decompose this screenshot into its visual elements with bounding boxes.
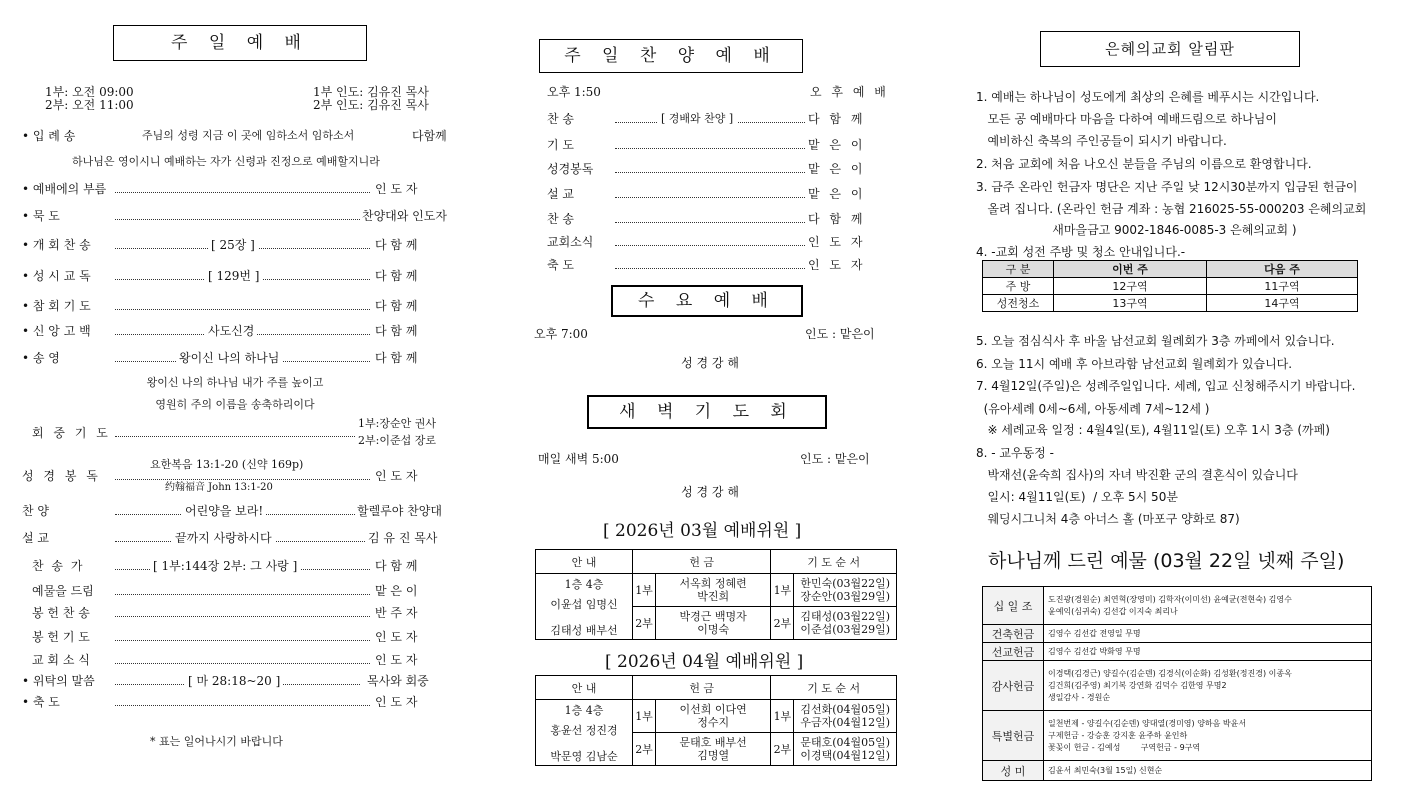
dawn-leader: 인도 : 맡은이 [800, 452, 870, 466]
dot-leader [115, 640, 370, 641]
offering-row [983, 625, 1372, 643]
order-label: 찬 송 가 [32, 559, 85, 573]
scripture-ref-en: 约翰福音 John 13:1-20 [165, 482, 273, 493]
part-cell: 2부 [771, 607, 794, 640]
order-label: 성 경 봉 독 [22, 469, 101, 483]
table-cell: 12구역 [1054, 278, 1207, 295]
name-line: 김선화(04월05일) [800, 703, 891, 716]
order-right: 인 도 자 [808, 258, 866, 272]
notice-line: 웨딩시그니처 4층 아너스 홀 (마포구 양화로 87) [976, 512, 1240, 526]
notice-line: 2. 처음 교회에 처음 나오신 분들을 주님의 이름으로 환영합니다. [976, 157, 1312, 171]
notice-line: 예비하신 축복의 주인공들이 되시기 바랍니다. [976, 134, 1227, 148]
name-line: 이준섭(03월29일) [800, 623, 891, 636]
table-header: 기 도 순 서 [771, 550, 897, 574]
notice-line: 5. 오늘 점심식사 후 바울 남선교회 월례회가 3층 까페에서 있습니다. [976, 334, 1335, 348]
guide-line: 이윤섭 임명신 [550, 597, 618, 611]
name-line: 문태호 배부선 [679, 736, 747, 749]
afternoon-time: 오후 1:50 [547, 85, 601, 99]
march-committee-title: [ 2026년 03월 예배위원 ] [603, 521, 802, 541]
dot-leader [615, 268, 805, 269]
wednesday-text: 성 경 강 해 [681, 356, 739, 370]
notice-line: 8. - 교우동정 - [976, 446, 1054, 460]
dot-leader [615, 245, 805, 246]
offering-label: 성 미 [983, 761, 1044, 781]
offering-names [1044, 587, 1372, 625]
notice-line: 일시: 4월11일(토) / 오후 5시 50분 [976, 490, 1178, 504]
order-label: 성경봉독 [547, 162, 594, 176]
dot-leader [615, 148, 805, 149]
sunday-service-column [0, 0, 470, 803]
dot-leader [115, 594, 370, 595]
order-mid: 어린양을 보라! [182, 502, 266, 519]
wednesday-time: 오후 7:00 [534, 327, 588, 341]
table-header: 기 도 순 서 [771, 676, 897, 700]
offering-row [983, 761, 1372, 781]
offering-name-line: 꽃꽂이 헌금 - 김예성 구역헌금 - 9구역 [1048, 742, 1201, 752]
prayer-leader-1: 1부:장순안 권사 [358, 417, 436, 430]
order-right: 다 함 께 [375, 269, 418, 283]
notice-line: 7. 4월12일(주일)은 성례주일입니다. 세례, 입교 신청해주시기 바랍니다. [976, 379, 1356, 393]
guide-line: 1층 4층 [564, 577, 604, 591]
service-leader-1: 1부 인도: 김유진 목사 [313, 85, 429, 99]
guide-cell [536, 700, 633, 766]
name-line: 이명숙 [697, 623, 730, 636]
notice-board-title: 은혜의교회 알림판 [1040, 31, 1300, 67]
order-label: 봉 헌 찬 송 [32, 606, 90, 620]
name-line: 김명열 [697, 749, 730, 762]
order-right: 인 도 자 [375, 182, 418, 196]
dawn-prayer-title: 새 벽 기 도 회 [587, 395, 827, 429]
order-right: 다 함 께 [375, 299, 418, 313]
offering-name-line: 윤예익(심귀숙) 김선갑 이지숙 최리나 [1048, 606, 1178, 616]
offering-names [1044, 625, 1372, 643]
order-label: 봉 헌 기 도 [32, 630, 90, 644]
offering-row [983, 587, 1372, 625]
order-right: 찬양대와 인도자 [362, 209, 447, 223]
name-line: 이선희 이다연 [679, 703, 747, 716]
order-label: • 신 앙 고 백 [22, 324, 91, 338]
march-committee-table [535, 549, 897, 640]
offering-label: 십 일 조 [983, 587, 1044, 625]
name-line: 이경택(04월12일) [800, 749, 891, 762]
name-line: 박진희 [697, 590, 730, 603]
guide-line: 1층 4층 [564, 703, 604, 717]
table-header: 다음 주 [1207, 261, 1358, 278]
order-label: • 참 회 기 도 [22, 299, 91, 313]
afternoon-service-title: 주 일 찬 양 예 배 [539, 39, 803, 73]
offering-label: 건축헌금 [983, 625, 1044, 643]
order-label: • 성 시 교 독 [22, 269, 91, 283]
dot-leader [615, 172, 805, 173]
order-label: 교회소식 [547, 235, 594, 249]
order-right: 맡 은 이 [808, 187, 866, 201]
order-right: 인 도 자 [808, 235, 866, 249]
notice-line: (유아세례 0세~6세, 아동세례 7세~12세 ) [976, 402, 1210, 416]
order-right: 다 함 께 [375, 238, 418, 252]
order-label: 설 교 [22, 531, 49, 545]
notice-line: 새마을금고 9002-1846-0085-3 은혜의교회 ) [976, 223, 1297, 237]
offering-name-line: 김영수 김선갑 전영일 무명 [1048, 628, 1141, 638]
notice-line: 1. 예배는 하나님이 성도에게 최상의 은혜를 베푸시는 시간입니다. [976, 90, 1320, 104]
offering-name-line: 생일감사 - 경원순 [1048, 692, 1111, 702]
april-committee-title: [ 2026년 04월 예배위원 ] [605, 652, 804, 672]
afternoon-service-column [520, 0, 910, 803]
name-line: 김태성(03월22일) [800, 610, 891, 623]
name-line: 문태호(04월05일) [800, 736, 891, 749]
order-right: 할렐루야 찬양대 [357, 504, 442, 518]
order-right: 인 도 자 [375, 695, 418, 709]
order-mid: [ 1부:144장 2부: 그 사랑 ] [150, 557, 300, 574]
dot-leader [115, 219, 360, 220]
order-right: 맡 은 이 [375, 584, 418, 598]
name-line: 한민숙(03월22일) [800, 577, 891, 590]
order-label: • 묵 도 [22, 209, 60, 223]
offering-row [983, 711, 1372, 761]
prayer-leader-2: 2부:이준섭 장로 [358, 434, 436, 447]
service-time-2: 2부: 오전 11:00 [45, 98, 134, 112]
song-line: 왕이신 나의 하나님 내가 주를 높이고 [146, 376, 324, 389]
order-verse: 하나님은 영이시니 예배하는 자가 신령과 진정으로 예배할지니라 [72, 155, 380, 168]
wednesday-service-title: 수 요 예 배 [611, 285, 803, 317]
april-committee-table [535, 675, 897, 766]
order-right: 다 함 께 [808, 212, 866, 226]
dawn-text: 성 경 강 해 [681, 485, 739, 499]
offering-name-line: 김건희(김주영) 최기복 강연화 김덕수 김한영 무명2 [1048, 680, 1227, 690]
sunday-service-title: 주 일 예 배 [113, 25, 367, 61]
table-header: 헌 금 [633, 550, 771, 574]
table-header: 안 내 [536, 550, 633, 574]
table-header: 안 내 [536, 676, 633, 700]
part-cell: 1부 [771, 700, 794, 733]
order-label: 찬 송 [547, 212, 574, 226]
wednesday-leader: 인도 : 맡은이 [805, 327, 875, 341]
service-time-1: 1부: 오전 09:00 [45, 85, 134, 99]
order-label: 찬 양 [22, 504, 49, 518]
order-label: • 위탁의 말씀 [22, 674, 95, 688]
guide-line: 박문영 김남순 [550, 749, 618, 763]
part-cell: 2부 [633, 733, 656, 766]
table-cell: 성전청소 [983, 295, 1054, 312]
order-right: 다 함 께 [375, 324, 418, 338]
order-label: • 입 례 송 [22, 129, 76, 143]
order-right: 맡 은 이 [808, 138, 866, 152]
notice-line: 6. 오늘 11시 예배 후 아브라함 남선교회 월례회가 있습니다. [976, 357, 1293, 371]
order-mid: 끝까지 사랑하시다 [172, 529, 275, 546]
dawn-time: 매일 새벽 5:00 [538, 452, 619, 466]
afternoon-label: 오 후 예 배 [810, 85, 889, 99]
dot-leader [115, 436, 355, 437]
offering-name-line: 김윤서 최민숙(3월 15일) 신현순 [1048, 765, 1163, 775]
name-line: 정수지 [697, 716, 730, 729]
offering-label: 선교헌금 [983, 643, 1044, 661]
order-label: • 송 영 [22, 351, 60, 365]
notice-line: 박재선(윤숙희 집사)의 자녀 박진환 군의 결혼식이 있습니다 [976, 468, 1298, 482]
dot-leader [115, 663, 370, 664]
offering-name-line: 일천번제 - 양길수(김순덴) 양대열(경미영) 양하음 박윤서 [1048, 718, 1247, 728]
offering-row [983, 661, 1372, 711]
order-right: 다 함 께 [375, 559, 418, 573]
order-mid: [ 25장 ] [208, 236, 258, 253]
notice-line: 3. 금주 온라인 헌금자 명단은 지난 주일 낮 12시30분까지 입금된 헌금이 [976, 180, 1358, 194]
offering-name-line: 김영수 김선갑 박화영 무명 [1048, 646, 1141, 656]
part-cell: 1부 [633, 574, 656, 607]
order-label: 기 도 [547, 138, 574, 152]
service-leader-2: 2부 인도: 김유진 목사 [313, 98, 429, 112]
offering-label: 특별헌금 [983, 711, 1044, 761]
name-line: 우금자(04월12일) [800, 716, 891, 729]
table-header: 이번 주 [1054, 261, 1207, 278]
dot-leader [115, 705, 370, 706]
order-label: • 예배에의 부름 [22, 182, 107, 196]
offering-label: 감사헌금 [983, 661, 1044, 711]
order-mid: [ 경배와 찬양 ] [657, 110, 737, 126]
order-right: 다함께 [412, 129, 447, 143]
order-label: • 축 도 [22, 695, 60, 709]
cleaning-table [982, 260, 1358, 312]
order-label: • 개 회 찬 송 [22, 238, 91, 252]
order-label: 교 회 소 식 [32, 653, 90, 667]
order-right: 인 도 자 [375, 653, 418, 667]
order-mid: 주님의 성령 지금 이 곳에 임하소서 임하소서 [142, 129, 355, 142]
order-mid: [ 129번 ] [205, 267, 263, 284]
part-cell: 1부 [633, 700, 656, 733]
order-label: 축 도 [547, 258, 574, 272]
offering-row [983, 643, 1372, 661]
order-mid: [ 마 28:18~20 ] [185, 672, 283, 689]
part-cell: 2부 [633, 607, 656, 640]
order-right: 인 도 자 [375, 630, 418, 644]
order-label: 설 교 [547, 187, 574, 201]
table-cell: 14구역 [1207, 295, 1358, 312]
order-mid: 사도신경 [205, 322, 257, 339]
order-right: 맡 은 이 [808, 162, 866, 176]
offering-names [1044, 661, 1372, 711]
table-header: 구 분 [983, 261, 1054, 278]
order-right: 다 함 께 [808, 112, 866, 126]
scripture-ref: 요한복음 13:1-20 (신약 169p) [147, 456, 306, 472]
offering-names [1044, 711, 1372, 761]
offering-title: 하나님께 드린 예물 (03월 22일 넷째 주일) [988, 550, 1345, 572]
order-right: 김 유 진 목사 [368, 531, 438, 545]
order-label: 회 중 기 도 [32, 426, 111, 440]
dot-leader [115, 616, 370, 617]
notice-line: 올려 집니다. (온라인 헌금 계좌 : 농협 216025-55-000203 은혜의교회 [976, 202, 1367, 216]
name-line: 장순안(03월29일) [800, 590, 891, 603]
name-line: 박경근 백명자 [679, 610, 747, 623]
part-cell: 1부 [771, 574, 794, 607]
dot-leader [615, 197, 805, 198]
order-right: 다 함 께 [375, 351, 418, 365]
offering-table [982, 586, 1372, 781]
dot-leader [115, 192, 370, 193]
offering-names [1044, 643, 1372, 661]
song-line: 영원히 주의 이름을 송축하리이다 [155, 398, 315, 411]
notice-line: 4. -교회 성전 주방 및 청소 안내입니다.- [976, 245, 1186, 259]
order-right: 목사와 회중 [367, 674, 429, 688]
order-mid: 왕이신 나의 하나님 [176, 349, 282, 366]
part-cell: 2부 [771, 733, 794, 766]
name-line: 서옥희 정혜련 [679, 577, 747, 590]
table-header: 헌 금 [633, 676, 771, 700]
offering-names [1044, 761, 1372, 781]
dot-leader [115, 309, 370, 310]
order-label: 찬 송 [547, 112, 574, 126]
table-cell: 주 방 [983, 278, 1054, 295]
dot-leader [615, 222, 805, 223]
order-label: 예물을 드림 [32, 584, 94, 598]
guide-line: 홍윤선 정진경 [550, 723, 618, 737]
notice-board-column [960, 0, 1403, 803]
table-cell: 13구역 [1054, 295, 1207, 312]
guide-cell [536, 574, 633, 640]
table-cell: 11구역 [1207, 278, 1358, 295]
notice-line: ※ 세례교육 일정 : 4월4일(토), 4월11일(토) 오후 1시 3층 (까페) [976, 423, 1330, 437]
offering-name-line: 이경택(김경근) 양길수(김순덴) 김경식(이순화) 김성환(정진경) 이종옥 [1048, 668, 1292, 678]
order-right: 인 도 자 [375, 469, 418, 483]
notice-line: 모든 공 예배마다 마음을 다하여 예배드림으로 하나님이 [976, 112, 1277, 126]
footnote: * 표는 일어나시기 바랍니다 [150, 735, 283, 748]
offering-name-line: 도진광(경원순) 최연혁(장영미) 김학자(이미선) 윤예균(전현숙) 김영수 [1048, 594, 1292, 604]
offering-name-line: 구제헌금 - 강승훈 강지훈 윤주하 윤인하 [1048, 730, 1188, 740]
order-right: 반 주 자 [375, 606, 418, 620]
guide-line: 김태성 배부선 [550, 623, 618, 637]
